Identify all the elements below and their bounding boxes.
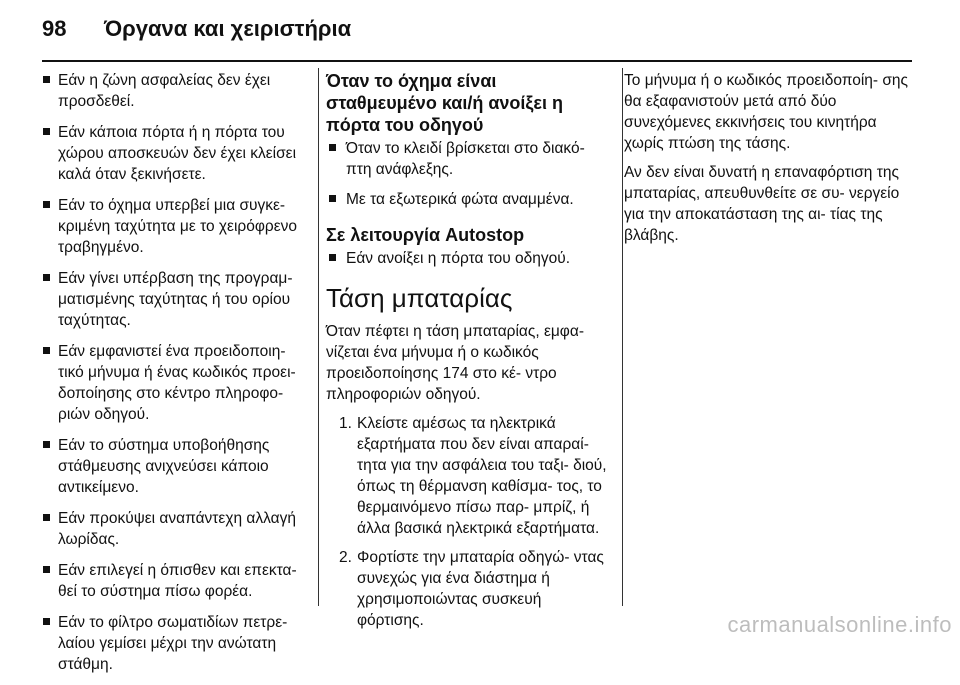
- column-3: [624, 70, 914, 254]
- column-1: [40, 70, 305, 685]
- parked-heading: Όταν το όχημα είναι σταθμευμένο και/ή ανοίξει η πόρτα του οδηγού: [326, 71, 563, 135]
- list-item: Όταν το κλειδί βρίσκεται στο διακό- πτη ανάφλεξης.: [326, 138, 608, 180]
- list-item: Εάν η ζώνη ασφαλείας δεν έχει προσδεθεί.: [40, 70, 305, 112]
- header-rule: [42, 60, 912, 62]
- step-number: 1.: [339, 415, 352, 432]
- step-item: [326, 547, 608, 631]
- list-item: Εάν εμφανιστεί ένα προειδοποιη- τικό μήνυμα ή ένας κωδικός προει- δοποίησης στο κέντρο πληροφο- ριών οδηγού.: [40, 341, 305, 425]
- step-number: 2.: [339, 549, 352, 566]
- battery-voltage-heading: Τάση μπαταρίας: [326, 283, 513, 313]
- list-item: Εάν το σύστημα υποβοήθησης στάθμευσης ανιχνεύσει κάποιο αντικείμενο.: [40, 435, 305, 498]
- page-number: 98: [42, 16, 67, 41]
- battery-steps-list: [326, 413, 608, 631]
- step-text: Φορτίστε την μπαταρία οδηγώ- ντας συνεχώς για ένα διάστημα ή χρησιμοποιώντας συσκευή φόρτισης.: [357, 549, 604, 629]
- page-header: [42, 16, 912, 50]
- list-item: Εάν ανοίξει η πόρτα του οδηγού.: [326, 248, 608, 269]
- workshop-paragraph: Αν δεν είναι δυνατή η επαναφόρτιση της μπαταρίας, απευθυνθείτε σε συ- νεργείο για την αποκατάσταση της αι- τίας της βλάβης.: [624, 164, 900, 244]
- list-item: Εάν γίνει υπέρβαση της προγραμ- ματισμένης ταχύτητας ή του ορίου ταχύτητας.: [40, 268, 305, 331]
- list-item: Εάν επιλεγεί η όπισθεν και επεκτα- θεί το σύστημα πίσω φορέα.: [40, 560, 305, 602]
- step-text: Κλείστε αμέσως τα ηλεκτρικά εξαρτήματα που δεν είναι απαραί- τητα για την ασφάλεια του ταξι- διού, όπως τη θέρμανση καθίσμα- τος, το θερμαινόμενο πίσω παρ- μπρίζ, ή άλλα βασικά ηλεκτρικά εξαρτήματα.: [357, 415, 607, 537]
- list-item: Εάν το φίλτρο σωματιδίων πετρε- λαίου γεμίσει μέχρι την ανώτατη στάθμη.: [40, 612, 305, 675]
- message-disappear-paragraph: Το μήνυμα ή ο κωδικός προειδοποίη- σης θα εξαφανιστούν μετά από δύο συνεχόμενες εκκινήσεις του κινητήρα χωρίς πτώση της τάσης.: [624, 72, 909, 152]
- autostop-conditions-list: [326, 248, 608, 269]
- autostop-heading: Σε λειτουργία Autostop: [326, 225, 525, 245]
- list-item: Εάν προκύψει αναπάντεχη αλλαγή λωρίδας.: [40, 508, 305, 550]
- page-title: Όργανα και χειριστήρια: [104, 16, 352, 41]
- column-2: [318, 70, 608, 639]
- warning-conditions-list: [40, 70, 305, 675]
- step-item: [326, 413, 608, 539]
- parked-conditions-list: [326, 138, 608, 210]
- column-2-inner: [318, 70, 608, 631]
- list-item: Με τα εξωτερικά φώτα αναμμένα.: [326, 189, 608, 210]
- watermark: carmanualsonline.info: [727, 612, 952, 637]
- battery-intro-paragraph: Όταν πέφτει η τάση μπαταρίας, εμφα- νίζεται ένα μήνυμα ή ο κωδικός προειδοποίησης 174 στο κέ- ντρο πληροφοριών οδηγού.: [326, 323, 584, 403]
- list-item: Εάν κάποια πόρτα ή η πόρτα του χώρου αποσκευών δεν έχει κλείσει καλά όταν ξεκινήσετε.: [40, 122, 305, 185]
- list-item: Εάν το όχημα υπερβεί μια συγκε- κριμένη ταχύτητα με το χειρόφρενο τραβηγμένο.: [40, 195, 305, 258]
- column-divider-right: [622, 68, 623, 606]
